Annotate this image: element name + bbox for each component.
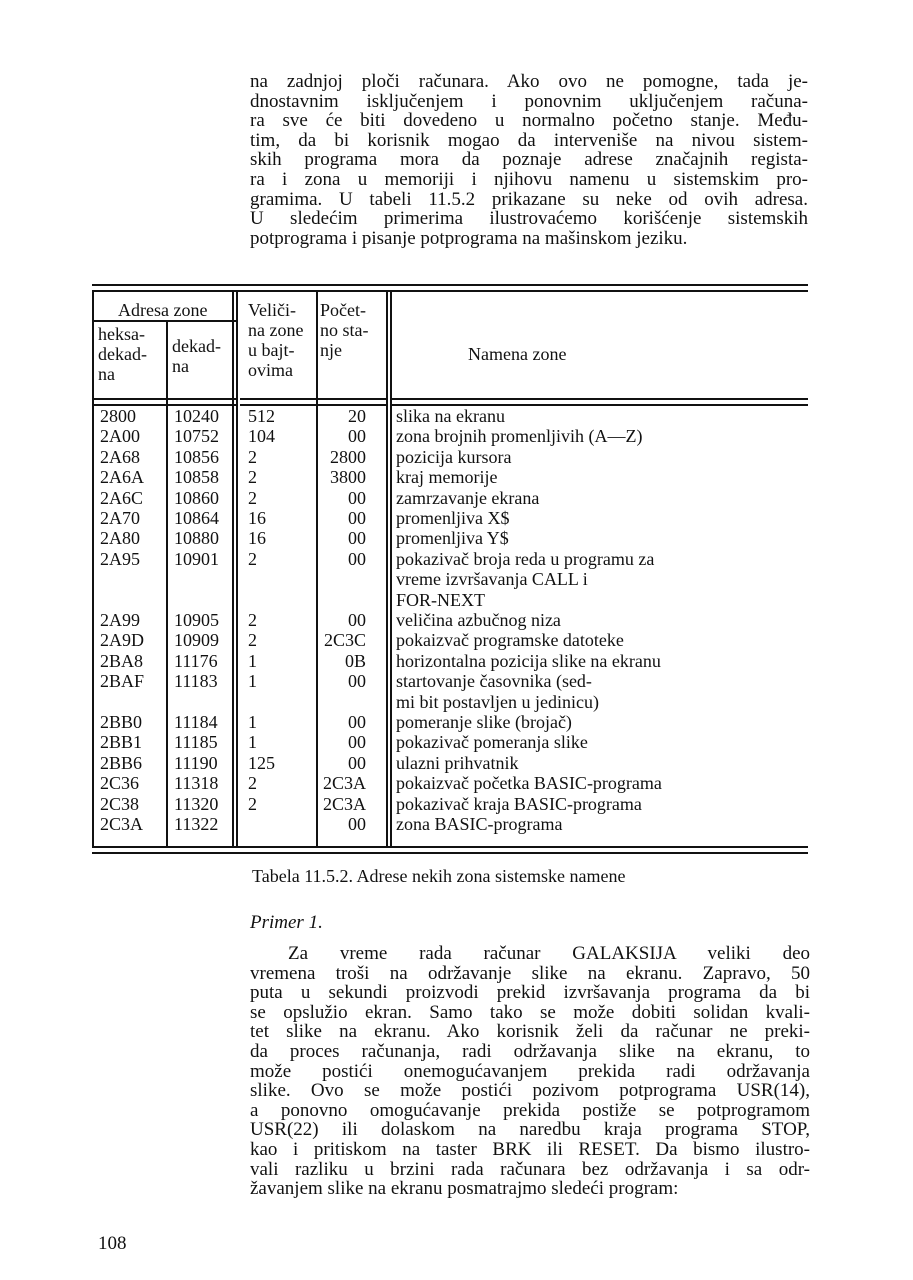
cell-size: 2 [248,487,257,508]
cell-decimal: 11320 [174,793,219,814]
cell-decimal: 10905 [174,610,219,630]
cell-hex: 2C38 [100,793,140,814]
cell-hex: 2A6C [100,487,144,508]
cell-size: 104 [248,426,275,447]
cell-purpose: vreme izvršavanja CALL i [396,569,588,590]
header-separator [390,398,808,400]
cell-purpose: pokazivač pomeranja slike [396,732,588,753]
header-purpose: Namena zone [468,344,567,364]
header-initial: nje [320,340,342,360]
example-paragraph [250,944,810,1199]
address-table [88,284,808,854]
cell-decimal: 11322 [174,814,219,834]
text-line: potprograma i pisanje potprograma na mašinskom jeziku. [250,227,688,249]
cell-purpose: startovanje časovnika (sed- [396,671,592,692]
header-hex: heksa- [98,324,145,344]
header-size: na zone [248,320,304,340]
cell-initial: 0B [344,650,366,671]
cell-hex: 2BB0 [100,712,143,732]
cell-size: 16 [248,508,266,528]
header-size: Veliči- [248,300,296,320]
cell-purpose: zona brojnih promenljivih (A—Z) [396,426,643,447]
cell-purpose: zona BASIC-programa [396,814,563,834]
cell-size: 2 [248,793,257,814]
table-caption: Tabela 11.5.2. Adrese nekih zona sistemske namene [252,866,626,886]
cell-purpose: pokazivač kraja BASIC-programa [396,793,642,814]
cell-purpose: zamrzavanje ekrana [396,487,540,508]
header-hex: dekad- [98,344,147,364]
cell-size: 1 [248,650,257,671]
cell-decimal: 10860 [174,487,219,508]
cell-decimal: 10240 [174,406,219,426]
text-line: ra i zona u memoriji i njihovu namenu u sistemskim pro- [250,168,808,190]
cell-purpose: kraj memorije [396,467,498,488]
header-separator [240,398,386,400]
header-hex: na [98,364,115,384]
cell-decimal: 10864 [174,508,219,528]
text-line: skih programa mora da poznaje adrese značajnih regista- [250,149,808,171]
header-subrule [92,320,236,322]
header-size: u bajt- [248,340,295,360]
cell-purpose: veličina azbučnog niza [396,610,561,630]
cell-decimal: 11185 [174,732,218,753]
cell-size: 512 [248,406,275,426]
cell-hex: 2A6A [100,467,144,488]
text-line: tim, da bi korisnik mogao da interveniše na nivou sistem- [250,129,808,151]
cell-decimal: 11318 [174,773,219,794]
text-line: da proces računanja, radi održavanja slike na ekranu, to [250,1040,810,1062]
cell-initial: 00 [348,752,366,773]
cell-initial: 2800 [330,446,366,467]
text-line: dnostavnim isključenjem i ponovnim uključenjem računa- [250,90,808,112]
text-line: na zadnjoj ploči računara. Ako ovo ne pomogne, tada je- [250,71,808,92]
text-line: može postići onemogućavanjem prekida radi održavanja [250,1060,810,1082]
cell-size: 16 [248,528,266,549]
text-line: gramima. U tabeli 11.5.2 prikazane su neke od ovih adresa. [250,188,808,210]
text-line: vali razliku u brzini rada računara bez održavanja i sa odr- [250,1158,810,1180]
text-line: slike. Ovo se može postići pozivom potprograma USR(14), [250,1080,810,1102]
example-heading: Primer 1. [250,912,323,933]
cell-hex: 2BAF [100,671,145,692]
cell-hex: 2A00 [100,426,140,447]
cell-purpose: pokaizvač početka BASIC-programa [396,773,662,794]
cell-purpose: horizontalna pozicija slike na ekranu [396,650,661,671]
text-line: žavanjem slike na ekranu posmatrajmo sledeći program: [250,1178,679,1200]
cell-purpose: pomeranje slike (brojač) [396,712,572,732]
cell-purpose: pokazivač broja reda u programu za [396,548,655,569]
header-address: Adresa zone [118,300,208,320]
cell-decimal: 11190 [174,752,218,773]
table-bottom-rule [92,846,808,848]
cell-decimal: 10880 [174,528,219,549]
text-line: U sledećim primerima ilustrovaćemo korišćenje sistemskih [250,208,808,230]
cell-initial: 00 [348,610,366,630]
cell-initial: 3800 [330,467,366,488]
column-rule [236,292,238,846]
cell-size: 2 [248,630,257,651]
cell-purpose: FOR-NEXT [396,589,485,610]
table-bottom-rule [92,852,808,854]
cell-decimal: 11184 [174,712,218,732]
column-rule [386,292,388,846]
cell-purpose: promenljiva Y$ [396,528,509,549]
text-line: puta u sekundi proizvodi prekid izvršavanja programa da bi [250,982,810,1004]
cell-purpose: pokaizvač programske datoteke [396,630,624,651]
cell-decimal: 10752 [174,426,219,447]
cell-size: 2 [248,773,257,794]
cell-decimal: 11176 [174,650,218,671]
cell-initial: 00 [348,732,366,753]
cell-initial: 00 [348,528,366,549]
cell-size: 125 [248,752,275,773]
column-rule [92,292,94,846]
cell-initial: 00 [348,814,366,834]
text-line: kao i pritiskom na taster BRK ili RESET. Da bismo ilustro- [250,1138,810,1160]
text-line: vremena troši na održavanje slike na ekranu. Zapravo, 50 [250,962,810,984]
text-line: Za vreme rada računar GALAKSIJA veliki deo [288,943,810,964]
cell-decimal: 10858 [174,467,219,488]
cell-decimal: 10909 [174,630,219,651]
header-decimal: dekad- [172,336,221,356]
table-top-rule [92,284,808,286]
column-rule [232,292,234,846]
cell-size: 2 [248,446,257,467]
cell-purpose: promenljiva X$ [396,508,510,528]
column-rule [166,320,168,846]
header-initial: Počet- [320,300,366,320]
cell-hex: 2BA8 [100,650,144,671]
cell-size: 2 [248,610,257,630]
cell-initial: 2C3A [322,793,366,814]
cell-size: 1 [248,712,257,732]
cell-hex: 2C36 [100,773,140,794]
cell-size: 1 [248,671,257,692]
cell-initial: 00 [348,426,366,447]
table-top-rule [92,290,808,292]
cell-initial: 00 [348,548,366,569]
cell-initial: 00 [348,712,366,732]
text-line: ra sve će biti dovedeno u normalno početno stanje. Među- [250,110,808,132]
cell-initial: 00 [348,671,366,692]
text-line: se opslužio ekran. Samo tako se može dobiti solidan kvali- [250,1001,810,1023]
page-number: 108 [98,1233,127,1254]
cell-hex: 2A70 [100,508,140,528]
cell-hex: 2C3A [100,814,144,834]
cell-hex: 2A80 [100,528,140,549]
cell-hex: 2A99 [100,610,140,630]
cell-purpose: pozicija kursora [396,446,512,467]
cell-hex: 2A9D [100,630,144,651]
column-rule [390,292,392,846]
cell-decimal: 10901 [174,548,219,569]
header-size: ovima [248,360,293,380]
cell-hex: 2BB1 [100,732,143,753]
text-line: a ponovno omogućavanje prekida postiže se potprogramom [250,1099,810,1121]
cell-initial: 00 [348,487,366,508]
cell-decimal: 11183 [174,671,218,692]
cell-purpose: mi bit postavljen u jedinicu) [396,691,599,712]
header-separator [92,398,236,400]
intro-paragraph [250,72,808,248]
cell-size: 2 [248,467,257,488]
text-line: USR(22) ili dolaskom na naredbu kraja programa STOP, [250,1119,810,1141]
cell-initial: 00 [348,508,366,528]
header-decimal: na [172,356,189,376]
cell-hex: 2A95 [100,548,140,569]
cell-initial: 2C3A [322,773,366,794]
cell-hex: 2800 [100,406,136,426]
cell-purpose: slika na ekranu [396,406,505,426]
cell-size: 1 [248,732,257,753]
cell-purpose: ulazni prihvatnik [396,752,519,773]
cell-decimal: 10856 [174,446,219,467]
cell-initial: 20 [348,406,366,426]
header-initial: no sta- [320,320,369,340]
cell-size: 2 [248,548,257,569]
text-line: tet slike na ekranu. Ako korisnik želi da računar ne preki- [250,1021,810,1043]
cell-hex: 2A68 [100,446,140,467]
cell-initial: 2C3C [323,630,366,651]
cell-hex: 2BB6 [100,752,143,773]
